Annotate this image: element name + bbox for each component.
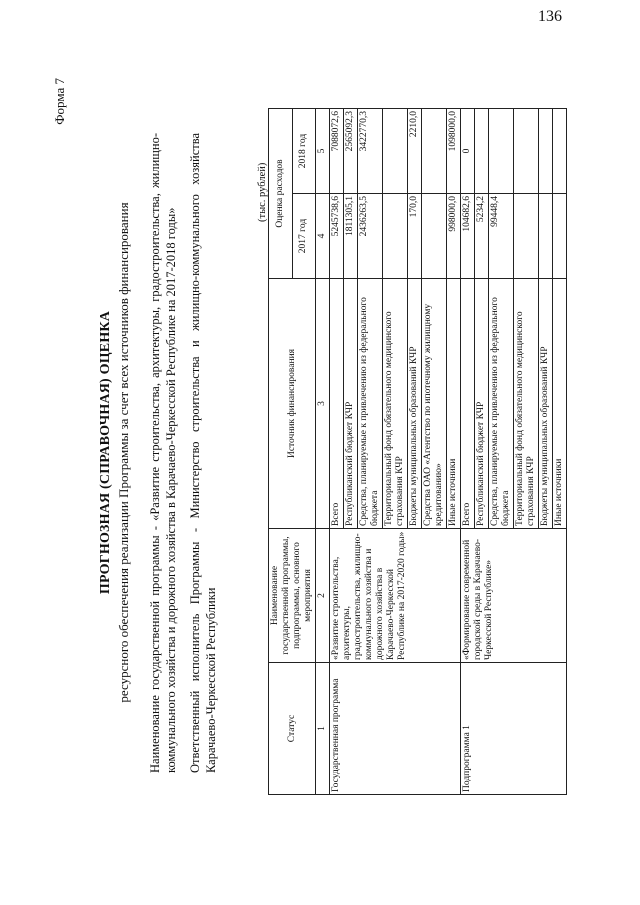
value-2018 [514,109,539,194]
col-number: 1 [316,663,330,795]
header-name: Наименование государственной программы, подпрограммы, основного мероприятия [269,529,316,663]
value-2018 [489,109,514,194]
value-2017: 1811305,1 [344,194,358,279]
header-2017: 2017 год [292,194,316,279]
value-2018: 7088072,6 [330,109,344,194]
table-row [330,109,344,795]
source-cell: Бюджеты муниципальных образований КЧР [539,279,553,529]
value-2017 [422,194,447,279]
subprogram-name-cell: «Формирование современной городской среды в Карачаево-Черкесской Республике» [461,529,567,663]
value-2017 [553,194,567,279]
value-2017: 998000,0 [447,194,461,279]
value-2017: 170,0 [408,194,422,279]
source-cell: Всего [461,279,475,529]
value-2017: 5234,2 [475,194,489,279]
source-cell: Республиканский бюджет КЧР [344,279,358,529]
program-name-cell: «Развитие строительства, архитектуры, градостроительства, жилищно-коммунального хозяйства и дорожного хозяйства в Карачаево-Черкесской Республике на 2017-2020 годы» [330,529,461,663]
value-2018 [553,109,567,194]
source-cell: Всего [330,279,344,529]
source-cell: Иные источники [553,279,567,529]
value-2017 [383,194,408,279]
source-cell: Территориальный фонд обязательного медицинского страхования КЧР [383,279,408,529]
value-2018 [539,109,553,194]
form-label: Форма 7 [52,78,67,125]
table-row [461,109,475,795]
funding-table [268,108,567,795]
header-status: Статус [269,663,316,795]
value-2018: 3422770,3 [358,109,383,194]
header-estimate: Оценка расходов [269,109,293,279]
document-subtitle: ресурсного обеспечения реализации Программы за счет всех источников финансирования [116,202,131,703]
page-number: 136 [538,8,562,25]
value-2017: 99448,4 [489,194,514,279]
col-number: 3 [316,279,330,529]
source-cell: Территориальный фонд обязательного медицинского страхования КЧР [514,279,539,529]
header-2018: 2018 год [292,109,316,194]
value-2017: 2436263,5 [358,194,383,279]
value-2017: 5245738,6 [330,194,344,279]
source-cell: Бюджеты муниципальных образований КЧР [408,279,422,529]
column-number-row [316,109,330,795]
status-cell: Государственная программа [330,663,461,795]
value-2017 [539,194,553,279]
program-name: Наименование государственной программы - «Развитие строительства, архитектуры, градостроительства, жилищно-коммунального хозяйства и дорожного хозяйства в Карачаево-Черкесской Республике на 2017-2018 годы» [148,133,178,773]
source-cell: Средства, планируемые к привлечению из федерального бюджета [358,279,383,529]
status-cell: Подпрограмма 1 [461,663,567,795]
col-number: 2 [316,529,330,663]
value-2017 [514,194,539,279]
value-2018 [422,109,447,194]
value-2017: 104682,6 [461,194,475,279]
col-number: 5 [316,109,330,194]
value-2018: 2210,0 [408,109,422,194]
source-cell: Республиканский бюджет КЧР [475,279,489,529]
col-number: 4 [316,194,330,279]
unit-note: (тыс. рублей) [257,162,268,222]
value-2018: 1098000,0 [447,109,461,194]
responsible-executor: Ответственный исполнитель Программы - Министерство строительства и жилищно-коммунального хозяйства Карачаево-Черкесской Республики [188,133,218,773]
value-2018 [475,109,489,194]
value-2018: 2565092,3 [344,109,358,194]
header-source: Источник финансирования [269,279,316,529]
source-cell: Иные источники [447,279,461,529]
value-2018 [383,109,408,194]
document-title: ПРОГНОЗНАЯ (СПРАВОЧНАЯ) ОЦЕНКА [98,310,113,595]
source-cell: Средства, планируемые к привлечению из федерального бюджета [489,279,514,529]
value-2018: 0 [461,109,475,194]
source-cell: Средства ОАО «Агентство по ипотечному жилищному кредитованию» [422,279,447,529]
